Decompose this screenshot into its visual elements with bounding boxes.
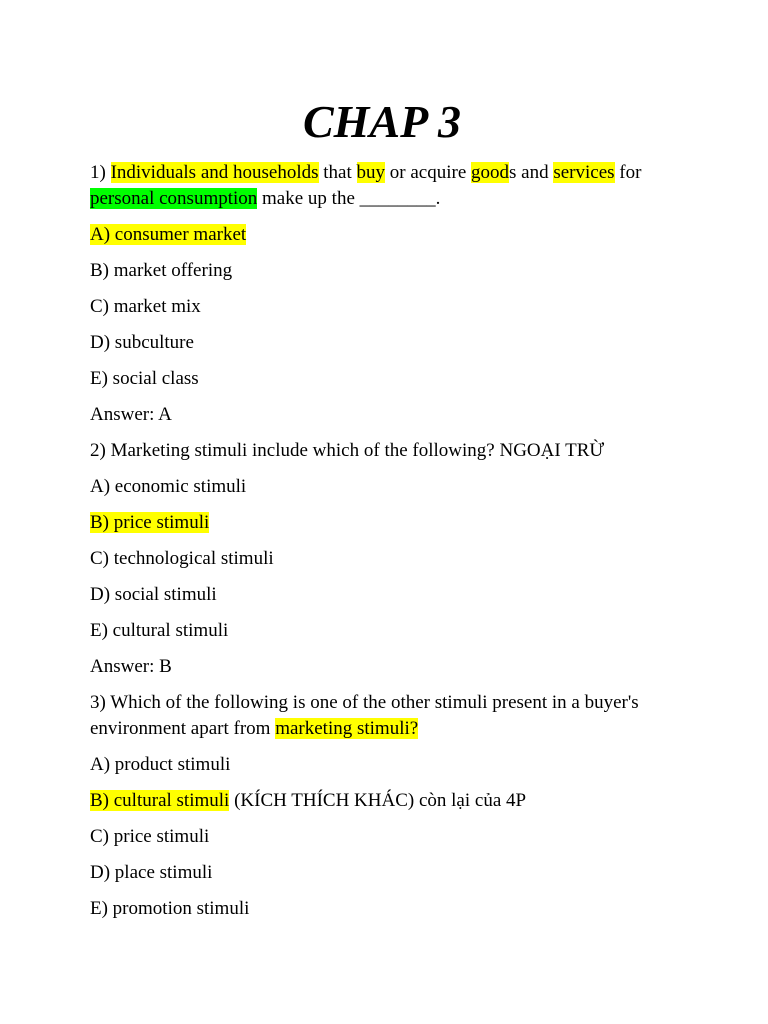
highlight-text: buy bbox=[356, 162, 386, 183]
question-text: s and bbox=[509, 162, 554, 183]
option-1b: B) market offering bbox=[90, 260, 233, 281]
highlight-text: Individuals and households bbox=[110, 162, 319, 183]
option-1d: D) subculture bbox=[90, 332, 194, 353]
option-label: B) cultural stimuli bbox=[90, 790, 230, 811]
answer-2: Answer: B bbox=[90, 656, 172, 677]
option-label: B) price stimuli bbox=[90, 512, 210, 533]
option-2b bbox=[90, 510, 209, 536]
question-3-line-2 bbox=[90, 716, 418, 742]
question-text: or acquire bbox=[385, 162, 471, 183]
option-3b bbox=[90, 788, 526, 814]
question-text: that bbox=[318, 162, 357, 183]
option-2a: A) economic stimuli bbox=[90, 476, 247, 497]
option-note: (KÍCH THÍCH KHÁC) còn lại của 4P bbox=[229, 790, 527, 811]
answer-1: Answer: A bbox=[90, 404, 172, 425]
option-1e: E) social class bbox=[90, 368, 199, 389]
option-2c: C) technological stimuli bbox=[90, 548, 274, 569]
question-2: 2) Marketing stimuli include which of the following? NGOẠI TRỪ bbox=[90, 440, 605, 461]
option-3a: A) product stimuli bbox=[90, 754, 231, 775]
option-2d: D) social stimuli bbox=[90, 584, 217, 605]
question-1-line-2 bbox=[90, 186, 440, 212]
question-1-line-1 bbox=[90, 160, 641, 186]
highlight-text: marketing stimuli? bbox=[275, 718, 419, 739]
option-3e: E) promotion stimuli bbox=[90, 898, 250, 919]
highlight-text: services bbox=[553, 162, 615, 183]
question-text: environment apart from bbox=[90, 718, 276, 739]
page-title: CHAP 3 bbox=[302, 96, 462, 147]
option-3d: D) place stimuli bbox=[90, 862, 213, 883]
option-1a bbox=[90, 222, 246, 248]
question-3-line-1: 3) Which of the following is one of the other stimuli present in a buyer's bbox=[90, 692, 639, 713]
question-number: 1) bbox=[90, 162, 111, 183]
question-text: make up the ________. bbox=[257, 188, 441, 209]
question-text: for bbox=[614, 162, 642, 183]
option-2e: E) cultural stimuli bbox=[90, 620, 229, 641]
option-label: A) consumer market bbox=[90, 224, 247, 245]
highlight-text-green: personal consumption bbox=[90, 188, 258, 209]
option-1c: C) market mix bbox=[90, 296, 201, 317]
highlight-text: good bbox=[471, 162, 509, 183]
option-3c: C) price stimuli bbox=[90, 826, 210, 847]
